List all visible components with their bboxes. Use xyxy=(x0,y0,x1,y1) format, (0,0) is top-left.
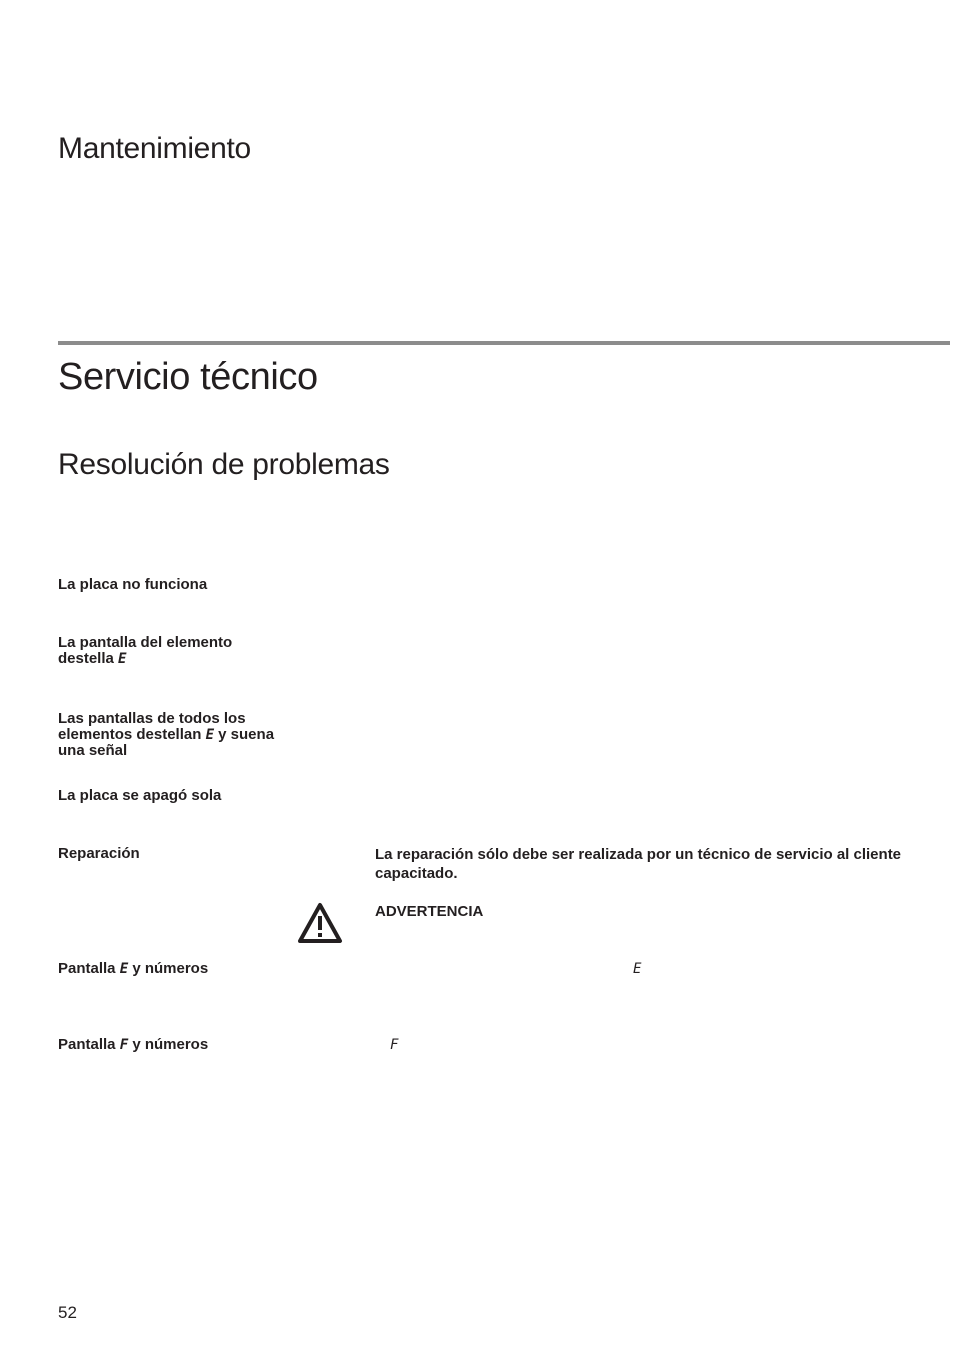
section-title-service: Servicio técnico xyxy=(58,356,318,398)
problem-label-pantalla-elemento xyxy=(58,635,298,667)
warning-label: ADVERTENCIA xyxy=(375,903,484,920)
display-symbol-e: E xyxy=(205,727,214,743)
page-number: 52 xyxy=(58,1303,77,1322)
problem-label-line: La pantalla del elemento xyxy=(58,634,233,651)
description-reparacion: La reparación sólo debe ser realizada por un técnico de servicio al cliente capacitado. xyxy=(375,846,902,882)
subsection-title-troubleshooting: Resolución de problemas xyxy=(58,448,390,481)
display-symbol-e: E xyxy=(118,651,127,667)
problem-label-reparacion: Reparación xyxy=(58,845,140,862)
problem-label-apago: La placa se apagó sola xyxy=(58,787,222,804)
problem-label-no-funciona: La placa no funciona xyxy=(58,576,208,593)
problem-label-line: elementos destellan E y suena xyxy=(58,726,275,743)
section-divider xyxy=(58,341,950,345)
problem-label-todos-elementos xyxy=(58,711,298,759)
display-symbol-f: F xyxy=(119,1037,129,1053)
description-symbol-f: F xyxy=(390,1037,399,1053)
problem-label-pantalla-f: Pantalla F y números xyxy=(58,1036,209,1053)
warning-triangle-icon xyxy=(297,902,343,944)
display-symbol-e: E xyxy=(119,961,129,977)
description-symbol-e: E xyxy=(633,961,642,977)
problem-label-line: Las pantallas de todos los xyxy=(58,710,246,727)
problem-label-line: una señal xyxy=(58,742,128,759)
problem-label-pantalla-e: Pantalla E y números xyxy=(58,960,209,977)
section-title-maintenance: Mantenimiento xyxy=(58,132,251,165)
problem-label-line: destella E xyxy=(58,650,127,667)
